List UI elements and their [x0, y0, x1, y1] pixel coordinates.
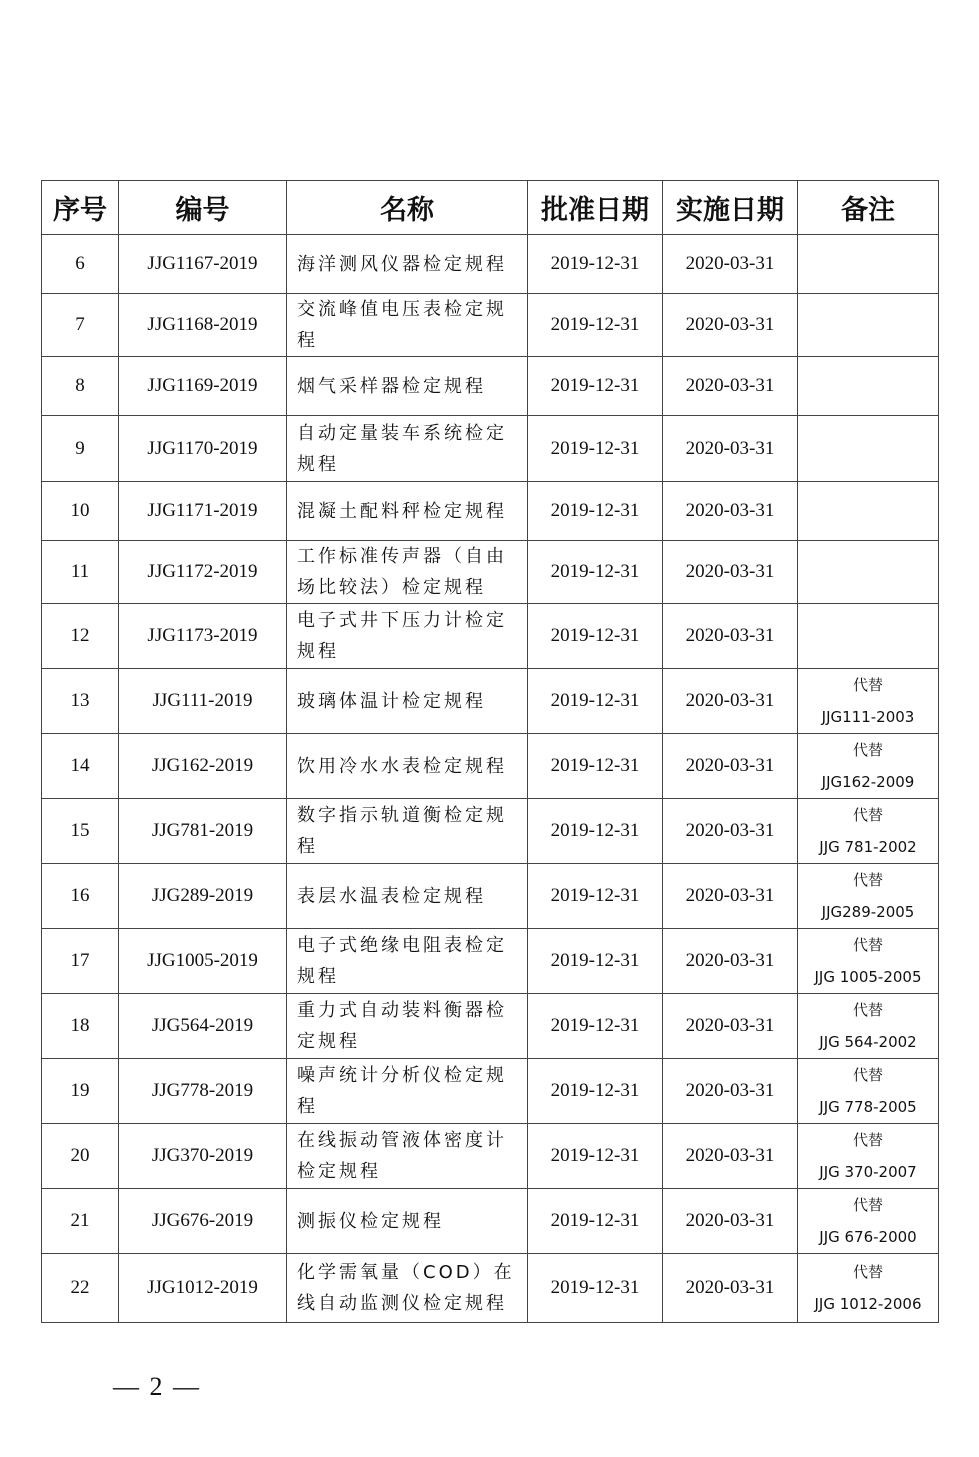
remark-label: 代替 — [852, 1131, 883, 1149]
table-row — [42, 734, 939, 799]
row-code: JJG1172-2019 — [119, 541, 287, 604]
row-code: JJG1169-2019 — [119, 357, 287, 416]
header-remarks: 备注 — [798, 181, 939, 235]
table-row — [42, 416, 939, 482]
row-name: 海洋测风仪器检定规程 — [287, 235, 528, 294]
row-name: 饮用冷水水表检定规程 — [287, 734, 528, 799]
row-effective-date: 2020-03-31 — [663, 669, 798, 734]
row-effective-date: 2020-03-31 — [663, 357, 798, 416]
remark-code: JJG111-2003 — [821, 708, 915, 726]
row-serial: 20 — [42, 1124, 119, 1189]
remark-label: 代替 — [852, 1001, 883, 1019]
remark-code: JJG 564-2002 — [819, 1033, 917, 1051]
row-remarks — [798, 799, 939, 864]
regulations-table — [41, 180, 939, 1323]
row-approve-date: 2019-12-31 — [528, 482, 663, 541]
remark-label: 代替 — [852, 1196, 883, 1214]
row-serial: 17 — [42, 929, 119, 994]
row-code: JJG370-2019 — [119, 1124, 287, 1189]
row-name: 数字指示轨道衡检定规程 — [287, 799, 528, 864]
header-effective-date: 实施日期 — [663, 181, 798, 235]
row-remarks — [798, 994, 939, 1059]
row-remarks — [798, 1059, 939, 1124]
row-remarks — [798, 669, 939, 734]
row-serial: 22 — [42, 1254, 119, 1323]
row-name: 自动定量装车系统检定规程 — [287, 416, 528, 482]
row-serial: 15 — [42, 799, 119, 864]
row-approve-date: 2019-12-31 — [528, 1189, 663, 1254]
row-serial: 10 — [42, 482, 119, 541]
row-code: JJG1170-2019 — [119, 416, 287, 482]
row-name: 在线振动管液体密度计检定规程 — [287, 1124, 528, 1189]
remark-code: JJG 1012-2006 — [814, 1295, 922, 1313]
row-remarks — [798, 929, 939, 994]
table-row — [42, 1059, 939, 1124]
page-number: — 2 — — [113, 1372, 201, 1401]
header-code: 编号 — [119, 181, 287, 235]
table-row — [42, 1189, 939, 1254]
header-serial: 序号 — [42, 181, 119, 235]
row-effective-date: 2020-03-31 — [663, 1059, 798, 1124]
remark-label: 代替 — [852, 806, 883, 824]
table-row — [42, 604, 939, 669]
row-name: 交流峰值电压表检定规程 — [287, 294, 528, 357]
row-code: JJG1005-2019 — [119, 929, 287, 994]
row-name: 测振仪检定规程 — [287, 1189, 528, 1254]
table-row — [42, 482, 939, 541]
remark-code: JJG 370-2007 — [819, 1163, 917, 1181]
table-row — [42, 929, 939, 994]
row-name: 玻璃体温计检定规程 — [287, 669, 528, 734]
row-name: 噪声统计分析仪检定规程 — [287, 1059, 528, 1124]
row-approve-date: 2019-12-31 — [528, 1124, 663, 1189]
row-approve-date: 2019-12-31 — [528, 1059, 663, 1124]
row-remarks — [798, 541, 939, 604]
row-approve-date: 2019-12-31 — [528, 864, 663, 929]
table-row — [42, 799, 939, 864]
row-name: 工作标准传声器（自由场比较法）检定规程 — [287, 541, 528, 604]
row-code: JJG1167-2019 — [119, 235, 287, 294]
remark-code: JJG 676-2000 — [819, 1228, 917, 1246]
row-name: 混凝土配料秤检定规程 — [287, 482, 528, 541]
row-code: JJG778-2019 — [119, 1059, 287, 1124]
row-effective-date: 2020-03-31 — [663, 1124, 798, 1189]
header-approve-date: 批准日期 — [528, 181, 663, 235]
row-remarks — [798, 357, 939, 416]
row-code: JJG676-2019 — [119, 1189, 287, 1254]
row-effective-date: 2020-03-31 — [663, 1189, 798, 1254]
row-approve-date: 2019-12-31 — [528, 994, 663, 1059]
row-effective-date: 2020-03-31 — [663, 1254, 798, 1323]
row-approve-date: 2019-12-31 — [528, 669, 663, 734]
row-serial: 13 — [42, 669, 119, 734]
row-remarks — [798, 1254, 939, 1323]
remark-code: JJG 1005-2005 — [814, 968, 922, 986]
row-code: JJG1171-2019 — [119, 482, 287, 541]
row-effective-date: 2020-03-31 — [663, 482, 798, 541]
row-effective-date: 2020-03-31 — [663, 864, 798, 929]
remark-label: 代替 — [852, 676, 883, 694]
row-approve-date: 2019-12-31 — [528, 357, 663, 416]
row-name: 表层水温表检定规程 — [287, 864, 528, 929]
row-approve-date: 2019-12-31 — [528, 1254, 663, 1323]
row-code: JJG1173-2019 — [119, 604, 287, 669]
remark-label: 代替 — [852, 1066, 883, 1084]
row-name: 重力式自动装料衡器检定规程 — [287, 994, 528, 1059]
table-row — [42, 541, 939, 604]
row-serial: 16 — [42, 864, 119, 929]
row-remarks — [798, 235, 939, 294]
row-approve-date: 2019-12-31 — [528, 734, 663, 799]
row-serial: 19 — [42, 1059, 119, 1124]
remark-label: 代替 — [852, 871, 883, 889]
remark-label: 代替 — [852, 741, 883, 759]
table-row — [42, 994, 939, 1059]
remark-code: JJG 781-2002 — [819, 838, 917, 856]
row-effective-date: 2020-03-31 — [663, 235, 798, 294]
row-effective-date: 2020-03-31 — [663, 799, 798, 864]
table-row — [42, 669, 939, 734]
table-row — [42, 1254, 939, 1323]
row-remarks — [798, 604, 939, 669]
row-code: JJG111-2019 — [119, 669, 287, 734]
row-effective-date: 2020-03-31 — [663, 294, 798, 357]
row-approve-date: 2019-12-31 — [528, 799, 663, 864]
row-remarks — [798, 864, 939, 929]
row-code: JJG162-2019 — [119, 734, 287, 799]
remark-code: JJG 778-2005 — [819, 1098, 917, 1116]
row-name: 化学需氧量（COD）在线自动监测仪检定规程 — [287, 1254, 528, 1323]
row-serial: 7 — [42, 294, 119, 357]
row-effective-date: 2020-03-31 — [663, 541, 798, 604]
row-approve-date: 2019-12-31 — [528, 929, 663, 994]
row-remarks — [798, 416, 939, 482]
row-code: JJG289-2019 — [119, 864, 287, 929]
row-serial: 12 — [42, 604, 119, 669]
row-approve-date: 2019-12-31 — [528, 604, 663, 669]
row-code: JJG1012-2019 — [119, 1254, 287, 1323]
remark-label: 代替 — [852, 1263, 883, 1281]
row-code: JJG564-2019 — [119, 994, 287, 1059]
row-approve-date: 2019-12-31 — [528, 294, 663, 357]
row-remarks — [798, 1124, 939, 1189]
row-serial: 18 — [42, 994, 119, 1059]
row-name: 烟气采样器检定规程 — [287, 357, 528, 416]
row-effective-date: 2020-03-31 — [663, 734, 798, 799]
row-serial: 8 — [42, 357, 119, 416]
row-name: 电子式绝缘电阻表检定规程 — [287, 929, 528, 994]
table-row — [42, 235, 939, 294]
row-serial: 11 — [42, 541, 119, 604]
table-row — [42, 357, 939, 416]
row-serial: 14 — [42, 734, 119, 799]
row-approve-date: 2019-12-31 — [528, 416, 663, 482]
row-serial: 21 — [42, 1189, 119, 1254]
remark-code: JJG162-2009 — [821, 773, 915, 791]
row-effective-date: 2020-03-31 — [663, 994, 798, 1059]
row-effective-date: 2020-03-31 — [663, 929, 798, 994]
remark-code: JJG289-2005 — [821, 903, 915, 921]
header-name: 名称 — [287, 181, 528, 235]
remark-label: 代替 — [852, 936, 883, 954]
row-effective-date: 2020-03-31 — [663, 416, 798, 482]
row-code: JJG1168-2019 — [119, 294, 287, 357]
row-approve-date: 2019-12-31 — [528, 541, 663, 604]
row-effective-date: 2020-03-31 — [663, 604, 798, 669]
table-row — [42, 864, 939, 929]
table-row — [42, 1124, 939, 1189]
row-approve-date: 2019-12-31 — [528, 235, 663, 294]
row-code: JJG781-2019 — [119, 799, 287, 864]
row-remarks — [798, 1189, 939, 1254]
table-header-row — [42, 181, 939, 235]
row-serial: 9 — [42, 416, 119, 482]
row-name: 电子式井下压力计检定规程 — [287, 604, 528, 669]
row-remarks — [798, 482, 939, 541]
row-remarks — [798, 294, 939, 357]
row-remarks — [798, 734, 939, 799]
table-row — [42, 294, 939, 357]
row-serial: 6 — [42, 235, 119, 294]
